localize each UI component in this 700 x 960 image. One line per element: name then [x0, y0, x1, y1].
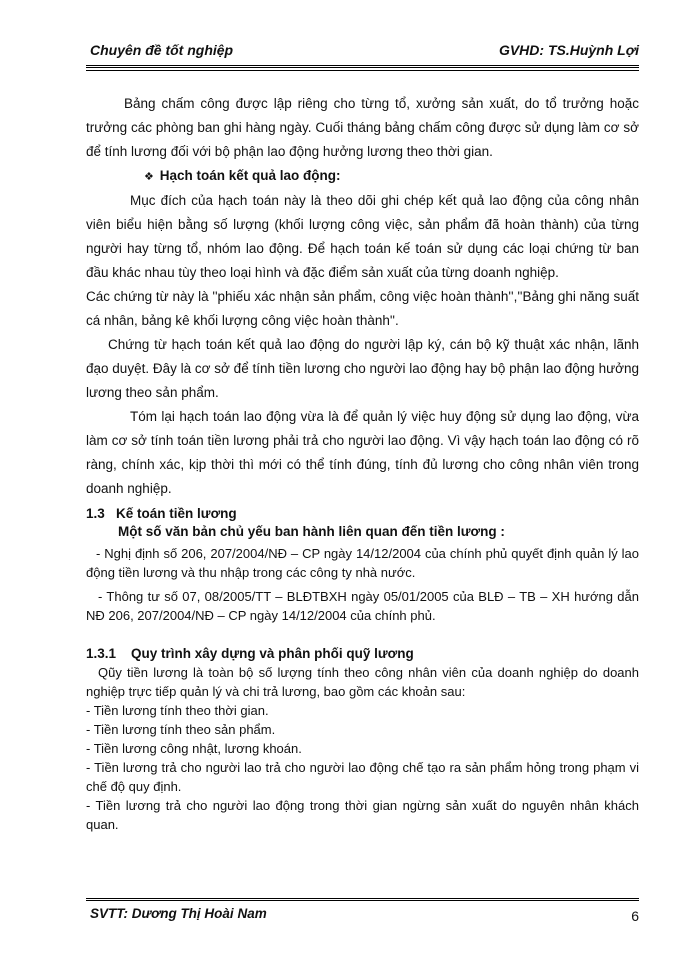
footer-divider: [86, 898, 639, 901]
wage-fund-intro: Qũy tiền lương là toàn bộ số lượng tính theo công nhân viên của doanh nghiệp do doanh nghiệp trực tiếp quản lý và chi trả lương, bao gồm các khoản sau:: [86, 665, 639, 699]
header-title: Chuyên đề tốt nghiệp: [90, 42, 234, 58]
page-footer: [86, 898, 639, 938]
paragraph-documents: Các chứng từ này là ''phiếu xác nhận sản phẩm, công việc hoàn thành'',''Bảng ghi năng suất cá nhân, bảng kê khối lượng công việc hoàn thành''.: [86, 289, 639, 328]
footer-student: SVTT: Dương Thị Hoài Nam: [90, 906, 267, 921]
list-item: - Tiền lương tính theo thời gian.: [86, 703, 269, 718]
page-header: [86, 38, 639, 66]
section-1-3-1-heading: [86, 645, 639, 663]
list-item: - Tiền lương trả cho người lao động trong thời gian ngừng sản xuất do nguyên nhân khách quan.: [86, 798, 639, 832]
section-number: 1.3: [86, 506, 105, 521]
page-number: 6: [631, 908, 639, 924]
header-advisor: GVHD: TS.Huỳnh Lợi: [498, 42, 639, 58]
diamond-bullet-icon: ❖: [144, 171, 154, 183]
decree-item: - Nghị định số 206, 207/2004/NĐ – CP ngày 14/12/2004 của chính phủ quyết định quản lý lao động tiền lương và thu nhập trong các công ty nhà nước.: [86, 546, 639, 580]
list-item: - Tiền lương trả cho người lao trả cho người lao động chế tạo ra sản phẩm hỏng trong phạm vi chế độ quy định.: [86, 760, 639, 794]
paragraph-purpose: Mục đích của hạch toán này là theo dõi ghi chép kết quả lao động của công nhân viên biểu hiện bằng số lượng (khối lượng công việc, sản phẩm đã hoàn thành) của từng người hay từng tổ, nhóm lao động. Để hạch toán kế toán sử dụng các loại chứng từ ban đầu khác nhau tùy theo loại hình và đặc điểm sản xuất của từng doanh nghiệp.: [86, 193, 639, 280]
list-item: - Tiền lương tính theo sản phẩm.: [86, 722, 276, 737]
paragraph-timesheet: Bảng chấm công được lập riêng cho từng tổ, xưởng sản xuất, do tổ trưởng hoặc trưởng các phòng ban ghi hàng ngày. Cuối tháng bảng chấm công được sử dụng làm cơ sở để tính lương đối với bộ phận lao động hưởng lương theo thời gian.: [86, 96, 639, 159]
paragraph-approval: Chứng từ hạch toán kết quả lao động do người lập ký, cán bộ kỹ thuật xác nhận, lãnh đạo duyệt. Đây là cơ sở để tính tiền lương cho người lao động hay bộ phận lao động hưởng lương theo sản phẩm.: [86, 337, 639, 400]
section-title: Quy trình xây dựng và phân phối quỹ lương: [131, 646, 414, 661]
header-divider: [86, 65, 639, 71]
section-1-3-heading: [86, 505, 639, 523]
paragraph-summary: Tóm lại hạch toán lao động vừa là để quản lý việc huy động sử dụng lao động, vừa làm cơ sở tính toán tiền lương phải trả cho người lao động. Vì vậy hạch toán lao động có rõ ràng, chính xác, kịp thời thì mới có thể tính đúng, tính đủ lương cho công nhân viên trong doanh nghiệp.: [86, 409, 639, 496]
list-item: - Tiền lương công nhật, lương khoán.: [86, 741, 302, 756]
circular-item: - Thông tư số 07, 08/2005/TT – BLĐTBXH ngày 05/01/2005 của BLĐ – TB – XH hướng dẫn NĐ 206, 207/2004/NĐ – CP ngày 14/12/2004 của chính phủ.: [86, 589, 639, 623]
section-title: Kế toán tiền lương: [116, 506, 237, 521]
subheading-label: Hạch toán kết quả lao động:: [159, 168, 341, 183]
section-1-3-subheading: Một số văn bản chủ yếu ban hành liên quan đến tiền lương :: [118, 524, 505, 539]
subheading-labor-results: [144, 164, 639, 189]
section-number: 1.3.1: [86, 646, 117, 661]
page-body: [86, 92, 639, 834]
